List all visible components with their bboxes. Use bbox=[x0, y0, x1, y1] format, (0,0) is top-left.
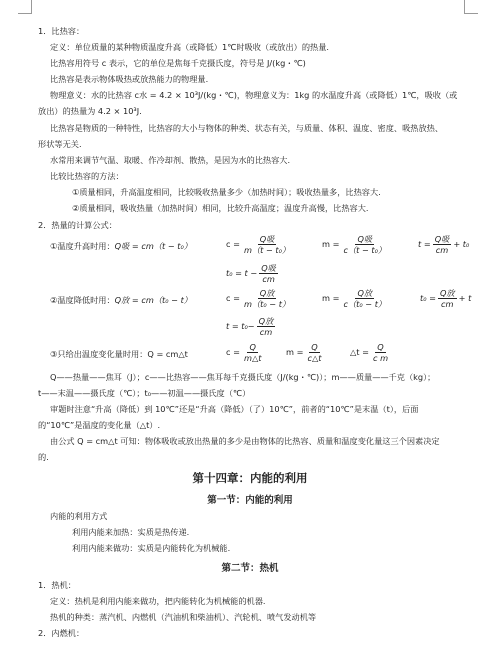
drop-t-formula: t = t₀− $\frac{\text{Q放}}{cm}$ bbox=[226, 316, 274, 337]
crop-mark-left bbox=[31, 0, 32, 14]
delta-formula-label: ③只给出温度变化量时用：Q = cm△t bbox=[50, 349, 188, 359]
chapter-14-heading: 第十四章：内能的利用 bbox=[192, 471, 308, 485]
physical-meaning-line-1: 物理意义：水的比热容 c水 = 4.2 × 10³J/(kg・℃)，物理意义为：1kg 的水温度升高（或降低）1℃，吸收（或 bbox=[50, 90, 458, 100]
crop-mark-right-h bbox=[464, 13, 478, 14]
section-1-title: 1．比热容： bbox=[38, 26, 85, 36]
rise-m-formula: m = $\frac{\text{Q吸}}{\text{c（t − t₀）}}$ bbox=[322, 234, 387, 255]
drop-t0-formula: t₀ = $\frac{\text{Q放}}{cm}$ + t bbox=[420, 288, 472, 309]
crop-mark-left-h bbox=[18, 13, 32, 14]
utilization-work: 利用内能来做功：实质是内能转化为机械能. bbox=[72, 543, 231, 553]
exam-note-line-2: 的“10℃”是温度的变化量（△t）. bbox=[38, 420, 161, 430]
utilization-heating: 利用内能来加热：实质是热传递. bbox=[72, 527, 190, 537]
property-line-2: 形状等无关. bbox=[38, 139, 82, 149]
heat-engine-title: 1．热机： bbox=[38, 580, 76, 590]
comparison-method-title: 比较比热容的方法： bbox=[50, 171, 124, 181]
comparison-method-1: ①质量相同，升高温度相同，比较吸收热量多少（加热时间）；吸收热量多，比热容大. bbox=[72, 187, 381, 197]
water-usage: 水常用来调节气温、取暖、作冷却剂、散热，是因为水的比热容大. bbox=[50, 155, 291, 165]
delta-c-formula: c = $\frac{Q}{m\triangle t}$ bbox=[226, 342, 262, 363]
heat-engine-kinds: 热机的种类：蒸汽机、内燃机（汽油机和柴油机）、汽轮机、喷气发动机等 bbox=[50, 612, 317, 622]
rise-c-formula: c = $\frac{\text{Q吸}}{\text{m（t − t₀）}}$ bbox=[226, 234, 291, 255]
delta-t-formula: △t = $\frac{Q}{\text{c m}}$ bbox=[350, 342, 389, 363]
drop-formula-label: ②温度降低时用：Q放 = cm（t₀ − t） bbox=[50, 295, 192, 305]
specific-heat-definition: 定义：单位质量的某种物质温度升高（或降低）1℃时吸收（或放出）的热量. bbox=[50, 42, 330, 52]
delta-m-formula: m = $\frac{Q}{c\triangle t}$ bbox=[286, 342, 322, 363]
drop-c-formula: c = $\frac{\text{Q放}}{\text{m（t₀ − t）}}$ bbox=[226, 288, 291, 309]
comparison-method-2: ②质量相同，吸收热量（加热时间）相同，比较升高温度；温度升高慢，比热容大. bbox=[72, 203, 369, 213]
symbol-legend-line-2: t——末温——摄氏度（℃）；t₀——初温——摄氏度（℃） bbox=[38, 388, 251, 398]
property-line-1: 比热容是物质的一种特性，比热容的大小与物体的种类、状态有关，与质量、体积、温度、密度、吸热放热、 bbox=[50, 123, 444, 133]
conclusion-line-1: 由公式 Q = cm△t 可知：物体吸收或放出热量的多少是由物体的比热容、质量和温度变化量这三个因素决定 bbox=[50, 436, 440, 446]
utilization-ways: 内能的利用方式 bbox=[50, 511, 108, 521]
section-1-heading: 第一节：内能的利用 bbox=[207, 495, 293, 506]
crop-mark-right bbox=[464, 0, 465, 14]
specific-heat-symbol: 比热容用符号 c 表示，它的单位是焦每千克摄氏度，符号是 J/(kg・℃) bbox=[50, 58, 306, 68]
section-2-heading: 第二节：热机 bbox=[221, 563, 279, 574]
conclusion-line-2: 的. bbox=[38, 452, 49, 462]
section-2-title: 2．热量的计算公式： bbox=[38, 220, 117, 230]
rise-formula-label: ①温度升高时用：Q吸 = cm（t − t₀） bbox=[50, 241, 192, 251]
drop-m-formula: m = $\frac{\text{Q放}}{\text{c（t₀ − t）}}$ bbox=[322, 288, 387, 309]
drop-formula-main: Q放 = cm（t₀ − t） bbox=[114, 295, 192, 305]
symbol-legend-line-1: Q——热量——焦耳（J）；c——比热容——焦耳每千克摄氏度（J/(kg・℃)）；m——质量——千克（kg）； bbox=[50, 372, 436, 382]
rise-t-formula: t = $\frac{\text{Q吸}}{cm}$ + t₀ bbox=[418, 234, 470, 255]
rise-formula-main: Q吸 = cm（t − t₀） bbox=[114, 241, 192, 251]
physical-meaning-line-2: 放出）的热量为 4.2 × 10³J. bbox=[38, 106, 142, 116]
specific-heat-quantity: 比热容是表示物体吸热或放热能力的物理量. bbox=[50, 74, 209, 84]
internal-combustion-title: 2．内燃机： bbox=[38, 628, 85, 638]
heat-engine-definition: 定义：热机是利用内能来做功，把内能转化为机械能的机器. bbox=[50, 596, 266, 606]
rise-t0-formula: t₀ = t − $\frac{\text{Q吸}}{cm}$ bbox=[226, 263, 276, 284]
exam-note-line-1: 审题时注意“升高（降低）到 10℃”还是“升高（降低）（了）10℃”，前者的“10℃”是末温（t），后面 bbox=[50, 404, 419, 414]
